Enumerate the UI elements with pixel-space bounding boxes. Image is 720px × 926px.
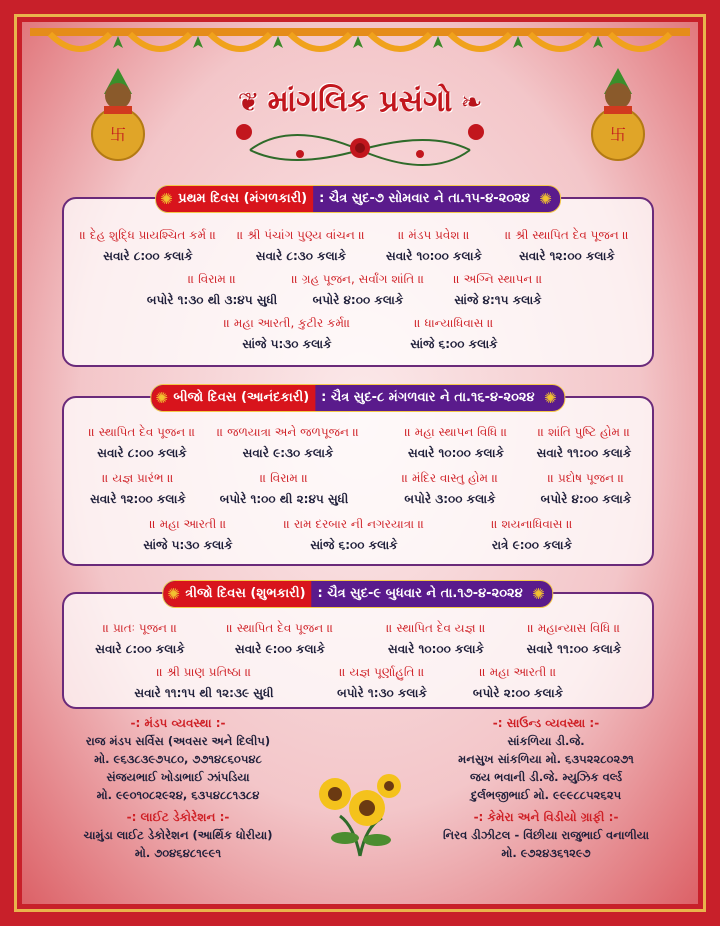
event-name: ॥ યજ્ઞ પ્રારંભ ॥ [102,471,174,485]
event-name: ॥ સ્થાપિત દેવ પૂજન ॥ [88,425,196,439]
event-item [147,271,277,309]
day-date: : ચૈત્ર સુદ-૭ સોમવાર ને તા.૧૫-૪-૨૦૨૪ [319,191,530,206]
event-item [402,470,498,508]
marigold-garland [30,26,690,66]
event-name: ॥ મંડપ પ્રવેશ ॥ [398,228,470,242]
day-1-section [62,191,654,367]
event-time: રાત્રે ૯:૦૦ કલાકે [491,538,573,552]
day-3-header [162,580,553,608]
contact-line: મો. ૭૦૪૬૪૮૧૯૯૧ [134,846,222,860]
event-time: સાંજે ૪:૧૫ કલાકે [454,293,542,307]
svg-text:卐: 卐 [109,125,127,144]
sound-heading: -: સાઉન્ડ વ્યવસ્થા :- [492,716,600,730]
day-2-section [62,390,654,566]
event-item [143,516,232,554]
event-time: બપોરે ૪:૦૦ કલાકે [312,293,404,307]
event-time: બપોરે ૩:૦૦ કલાકે [404,492,496,506]
event-item [505,227,629,265]
event-item [386,620,485,658]
contacts-left-column [28,714,328,862]
mandap-heading: -: મંડપ વ્યવસ્થા :- [130,716,226,730]
event-time: સવારે ૧૨:૦૦ કલાકે [519,249,615,263]
event-item [337,664,427,702]
day-1-header [155,185,561,213]
contact-line: મો. ૯૬૩૮૩૯૭૫૮૦, ૭૭૧૪૮૬૦૫૪૮ [94,752,262,766]
event-name: ॥ મંદિર વાસ્તુ હોમ ॥ [401,471,499,485]
event-name: ॥ સ્થાપિત દેવ પૂજન ॥ [226,621,334,635]
event-item [386,227,482,265]
title-text: માંગલિક પ્રસંગો [267,84,453,119]
event-item [89,424,196,462]
contacts-right-column [396,714,696,862]
event-item [237,227,365,265]
event-time: સવારે ૧૧:૦૦ કલાકે [526,642,622,656]
day-2-header [150,384,565,412]
event-name: ॥ શ્રી સ્થાપિત દેવ પૂજન ॥ [505,228,629,242]
event-name: ॥ ધાન્યાધિવાસ ॥ [414,316,494,330]
rose-ornament-icon [230,120,490,170]
event-name: ॥ વિરામ ॥ [259,471,309,485]
event-time: બપોરે ૧:૦૦ થી ૨:૪૫ સુધી [219,492,349,506]
event-time: સવારે ૧૦:૦૦ કલાકે [407,446,505,460]
contact-line: સાંકળિયા ડી.જે. [507,734,585,748]
event-time: બપોરે ૨:૦૦ કલાકે [472,686,564,700]
event-item [227,620,334,658]
event-time: સવારે ૮:૩૦ કલાકે [255,249,347,263]
contact-line: નિરવ ડીઝીટલ - વિંછીયા રાજુભાઈ વનાળીયા [442,828,650,842]
swirl-ornament-icon: ❦ [237,88,268,118]
day-date: : ચૈત્ર સુદ-૯ બુધવાર ને તા.૧૭-૪-૨૦૨૪ [317,586,523,601]
event-time: સવારે ૯:૩૦ કલાકે [242,446,334,460]
svg-text:卐: 卐 [609,125,627,144]
contact-line: દુર્લભજીભાઈ મો. ૯૯૯૮૮૫૨૬૨૫ [470,788,622,802]
event-item [454,271,543,309]
event-name: ॥ મહાન્યાસ વિધિ ॥ [527,621,621,635]
event-time: બપોરે ૧:૩૦ થી ૩:૪૫ સુધી [146,293,278,307]
event-item [405,424,508,462]
event-item [292,271,425,309]
event-name: ॥ મહા સ્થાપન વિધિ ॥ [404,425,508,439]
event-name: ॥ શ્રી પ્રાણ પ્રતિષ્ઠા ॥ [156,665,252,679]
event-item [473,664,563,702]
event-time: સાંજે ૬:૦૦ કલાકે [410,337,498,351]
day-label: પ્રથમ દિવસ (મંગળકારી) [156,186,313,212]
event-name: ॥ જળયાત્રા અને જળપૂજન ॥ [216,425,360,439]
event-name: ॥ ગ્રહ પૂજન, સર્વાંગ શાંતિ ॥ [291,272,425,286]
event-time: સવારે ૧૧:૧૫ થી ૧૨:૩૯ સુધી [134,686,274,700]
event-time: સવારે ૧૨:૦૦ કલાકે [90,492,186,506]
event-name: ॥ દેહ શુદ્ધિ પ્રાયશ્ચિત કર્મ ॥ [79,228,217,242]
event-item [217,424,359,462]
event-name: ॥ વિરામ ॥ [187,272,237,286]
event-name: ॥ શાંતિ પુષ્ટિ હોમ ॥ [537,425,631,439]
event-time: સવારે ૧૦:૦૦ કલાકે [387,642,484,656]
event-item [537,424,632,462]
camera-heading: -: કેમેરા અને વિડીયો ગ્રાફી :- [473,810,619,824]
event-item [134,664,273,702]
event-item [220,470,349,508]
event-name: ॥ મહા આરતી ॥ [149,517,227,531]
event-item [80,227,216,265]
day-date: : ચૈત્ર સુદ-૮ મંગળવાર ને તા.૧૬-૪-૨૦૨૪ [321,390,535,405]
event-time: સાંજે ૫:૩૦ કલાકે [143,538,233,552]
event-item [284,516,424,554]
event-time: બપોરે ૧:૩૦ કલાકે [337,686,427,700]
event-item [224,315,351,353]
event-time: સવારે ૮:૦૦ કલાકે [97,446,187,460]
event-time: સવારે ૮:૦૦ કલાકે [95,642,185,656]
event-time: બપોરે ૪:૦૦ કલાકે [540,492,632,506]
event-name: ॥ પ્રાતઃ પૂજન ॥ [102,621,178,635]
contact-line: ચામુંડા લાઈટ ડેકોરેશન (આર્થિક ધોરીયા) [83,828,273,842]
event-item [95,620,185,658]
event-time: સવારે ૯:૦૦ કલાકે [234,642,325,656]
event-time: સાંજે ૫:૩૦ કલાકે [242,337,332,351]
event-time: સવારે ૧૦:૦૦ કલાકે [385,249,483,263]
event-item [527,620,622,658]
contact-line: મો. ૯૯૦૧૦૮૨૯૨૪, ૬૩૫૪૮૮૧૩૮૪ [96,788,260,802]
day-label: ત્રીજો દિવસ (શુભકારી) [163,581,311,607]
event-time: સવારે ૮:૦૦ કલાકે [103,249,193,263]
day-label: બીજો દિવસ (આનંદકારી) [151,385,315,411]
contact-line: મનસુખ સાંકળિયા મો. ૬૩૫૨૨૮૦૨૭૧ [458,752,634,766]
event-name: ॥ શયનાધિવાસ ॥ [491,517,573,531]
event-item [541,470,632,508]
event-item [90,470,186,508]
light-heading: -: લાઈટ ડેકોરેશન :- [126,810,230,824]
contact-line: સંજયભાઈ ખોડાભાઈ ઝાંપડિયા [106,770,250,784]
event-name: ॥ મહા આરતી, કુટીર કર્મ॥ [223,316,351,330]
event-name: ॥ પ્રદોષ પૂજન ॥ [547,471,625,485]
event-name: ॥ રામ દરબાર ની નગરયાત્રા ॥ [283,517,425,531]
contact-line: જય ભવાની ડી.જે. મ્યુઝિક વર્લ્ડ [469,770,623,784]
swirl-ornament-icon: ❧ [452,88,483,118]
event-name: ॥ સ્થાપિત દેવ યજ્ઞ ॥ [386,621,486,635]
contact-line: રાજ મંડપ સર્વિસ (અવસર અને દિલીપ) [85,734,271,748]
sunflower-icon [305,768,415,858]
event-item [410,315,497,353]
page-title [0,84,720,119]
event-time: સવારે ૧૧:૦૦ કલાકે [536,446,632,460]
contact-line: મો. ૯૭૨૪૩૬૧૨૯૭ [501,846,591,860]
day-3-section [62,586,654,709]
event-item [491,516,572,554]
event-name: ॥ શ્રી પંચાંગ પુણ્ય વાંચન ॥ [237,228,365,242]
event-time: સાંજે ૬:૦૦ કલાકે [310,538,398,552]
event-name: ॥ અગ્નિ સ્થાપન ॥ [453,272,543,286]
event-name: ॥ મહા આરતી ॥ [479,665,557,679]
event-name: ॥ યજ્ઞ પૂર્ણાહુતિ ॥ [339,665,425,679]
